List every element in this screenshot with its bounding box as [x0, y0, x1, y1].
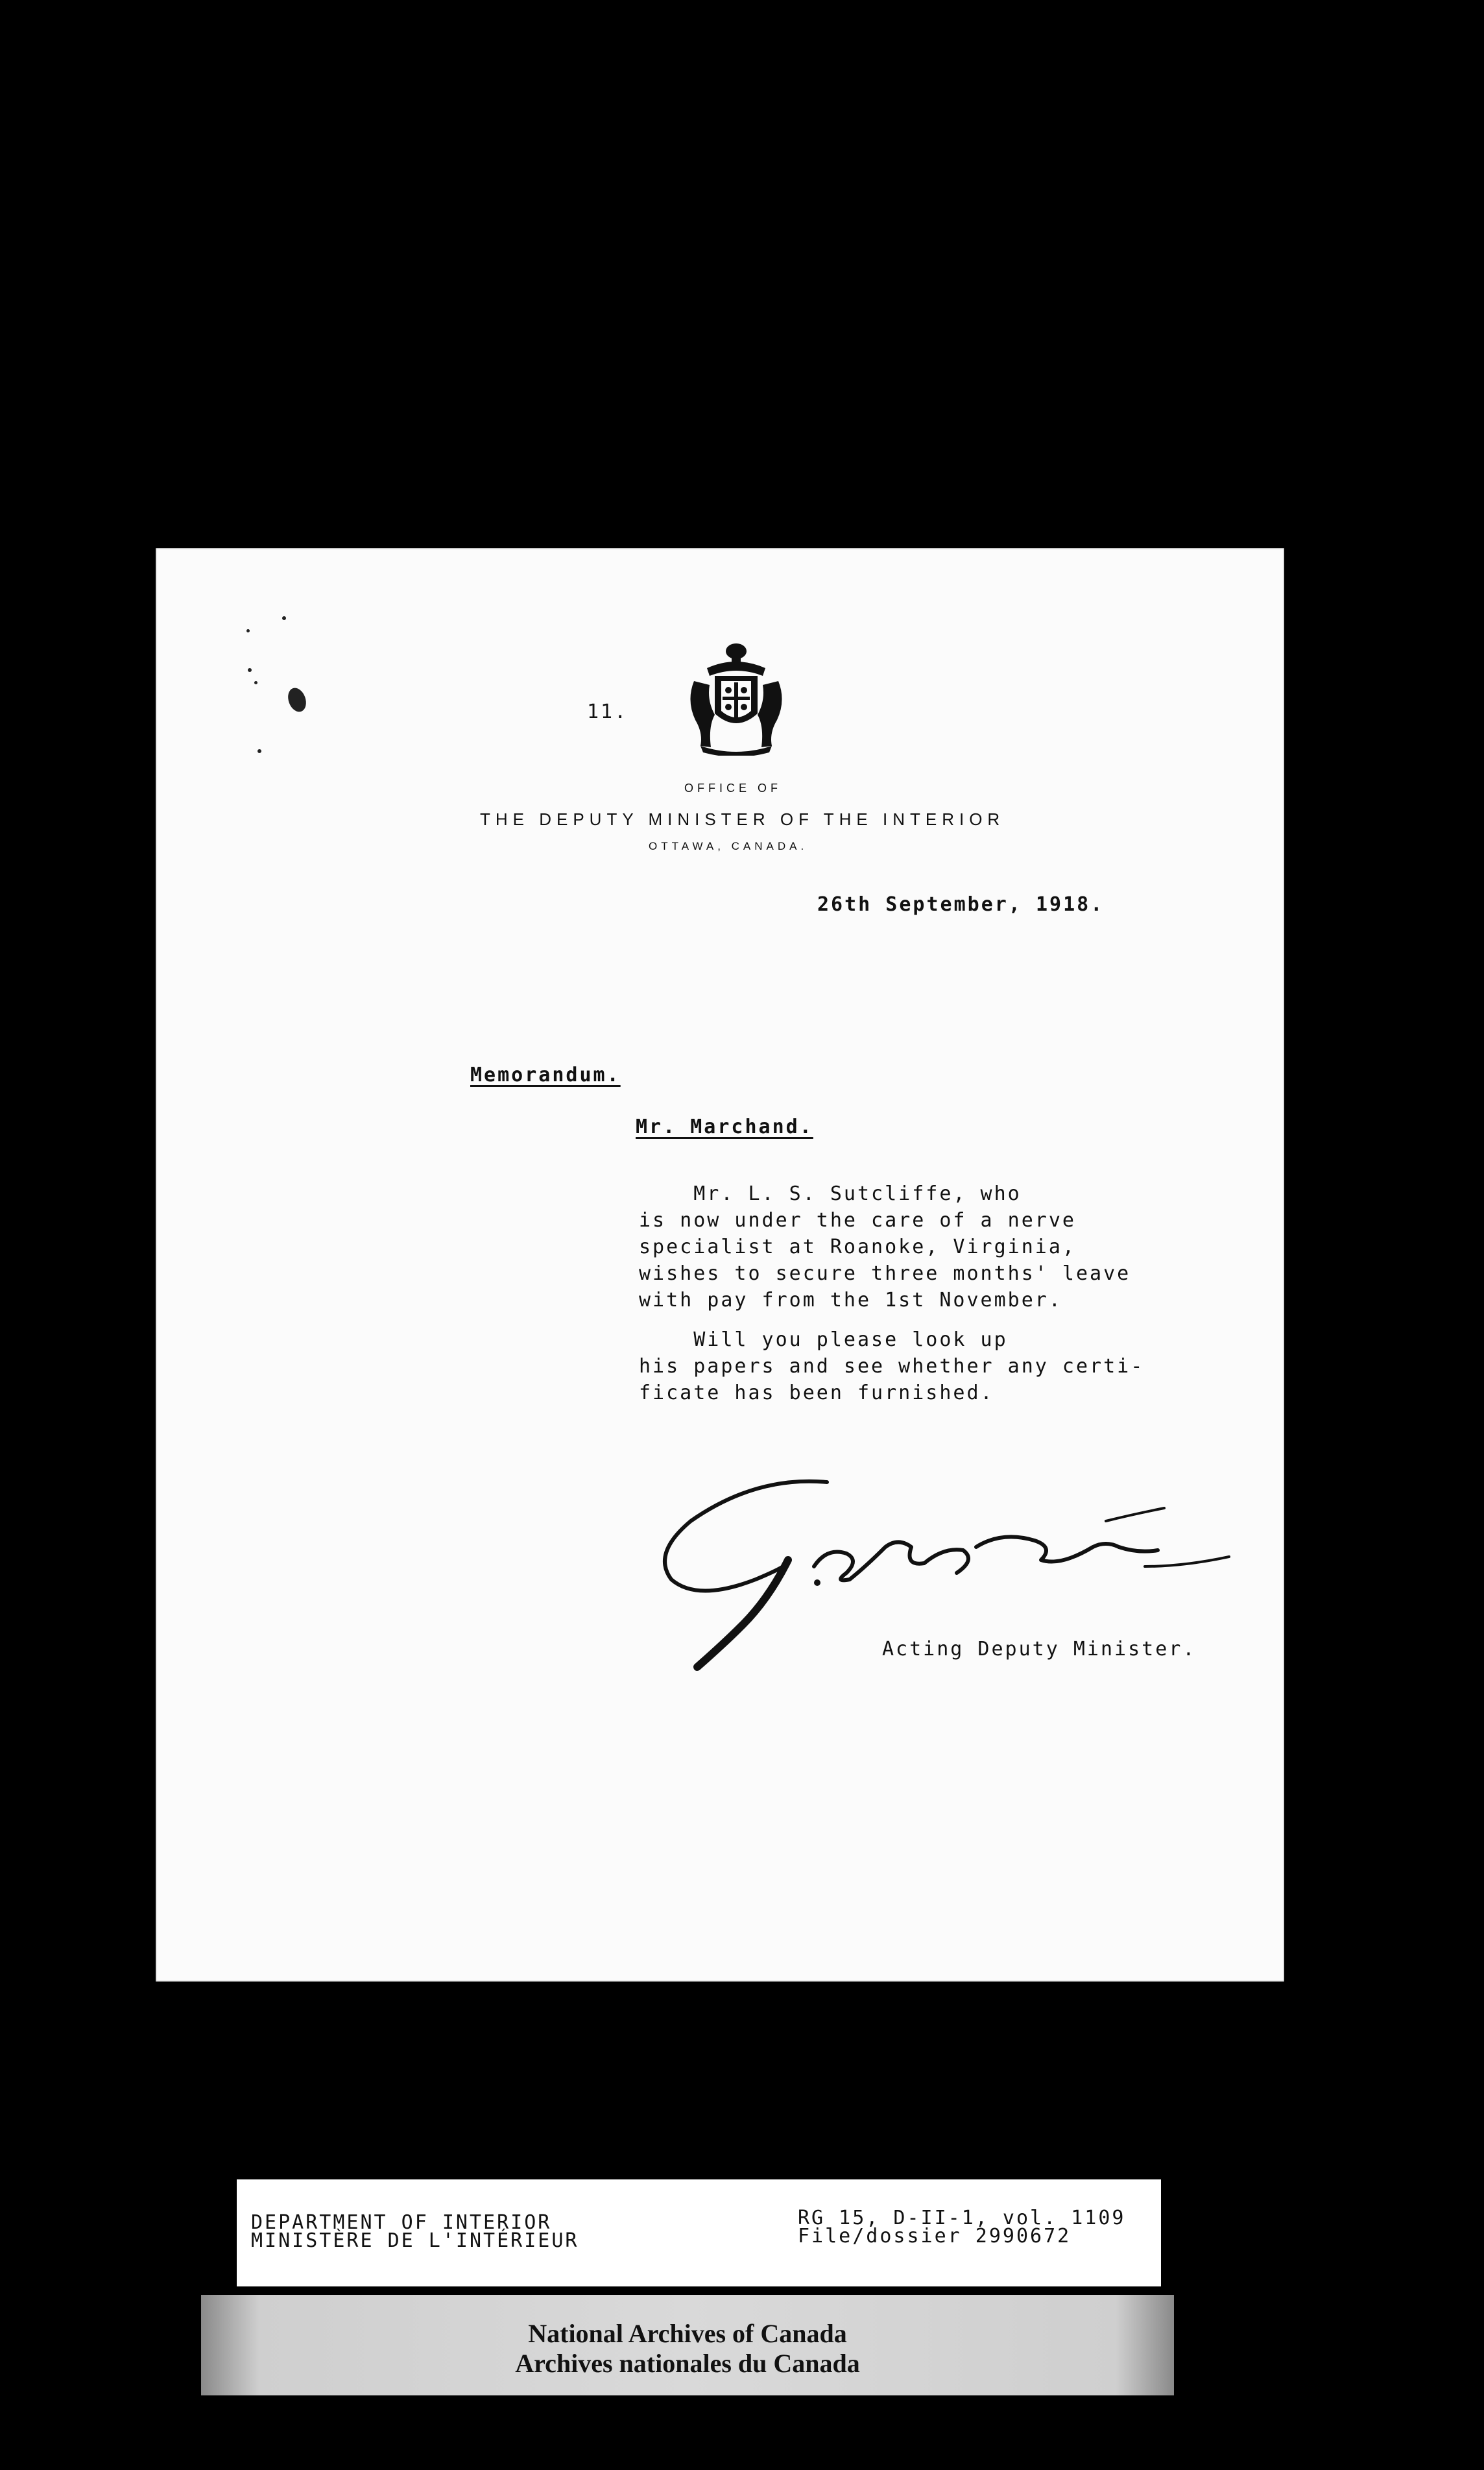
coat-of-arms-icon [681, 642, 791, 756]
memo-line: specialist at Roanoke, Virginia, [639, 1236, 1076, 1258]
memo-line: his papers and see whether any certi- [639, 1355, 1145, 1378]
memo-date: 26th September, 1918. [817, 893, 1105, 916]
memo-paragraph-1 [639, 1181, 1131, 1313]
letterhead-office-of: OFFICE OF [684, 782, 782, 795]
letterhead-title: THE DEPUTY MINISTER OF THE INTERIOR [480, 809, 1005, 829]
memo-heading: Memorandum. [470, 1064, 621, 1086]
file-number: File/dossier 2990672 [798, 2225, 1071, 2248]
paper-speck [248, 668, 252, 672]
archive-name-french: Archives nationales du Canada [515, 2349, 860, 2378]
memo-line: with pay from the 1st November. [639, 1289, 1062, 1312]
memo-line: Mr. L. S. Sutcliffe, who [639, 1182, 1022, 1205]
memo-paragraph-2 [639, 1326, 1144, 1406]
memo-line: wishes to secure three months' leave [639, 1262, 1131, 1285]
memo-line: Will you please look up [639, 1328, 1008, 1351]
memo-addressee: Mr. Marchand. [636, 1116, 813, 1138]
memo-line: ficate has been furnished. [639, 1382, 994, 1404]
paper-speck [282, 616, 286, 620]
department-french: MINISTÈRE DE L'INTÉRIEUR [251, 2229, 579, 2252]
department-english: DEPARTMENT OF INTERIOR [251, 2211, 552, 2234]
memo-line: is now under the care of a nerve [639, 1209, 1076, 1232]
paper-speck [254, 681, 257, 684]
paper-speck [257, 749, 261, 753]
archive-reference-label [237, 2179, 1161, 2286]
signature-title: Acting Deputy Minister. [882, 1638, 1197, 1661]
memo-page [156, 548, 1284, 1982]
archive-banner [201, 2295, 1174, 2395]
paper-speck [285, 686, 309, 715]
archive-name-english: National Archives of Canada [528, 2319, 847, 2348]
letterhead-location: OTTAWA, CANADA. [649, 840, 808, 852]
paper-speck [246, 629, 250, 632]
record-group-reference: RG 15, D-II-1, vol. 1109 [798, 2207, 1126, 2229]
page-number: 11. [587, 701, 628, 723]
